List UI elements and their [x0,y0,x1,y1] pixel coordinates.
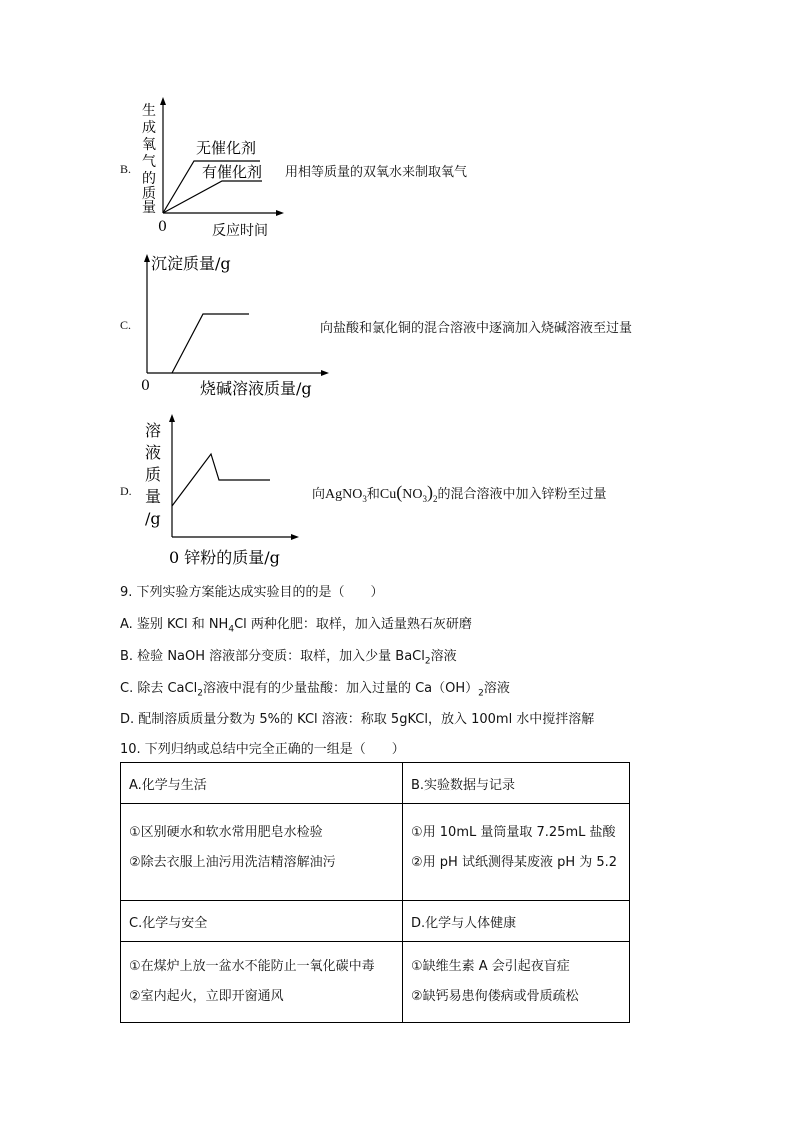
option-c-curve [172,314,249,373]
q10-cell-a-body [121,804,403,901]
q10-cell-c-body [121,942,403,1023]
q10-b-line2: ②用 pH 试纸测得某废液 pH 为 5.2 [411,855,618,870]
q10-b-line1: ①用 10mL 量筒量取 7.25mL 盐酸 [411,825,616,840]
q10-d-line2: ②缺钙易患佝偻病或骨质疏松 [411,989,579,1004]
option-d-caption-pre: 向 [312,487,326,502]
option-b-y-label-5: 的 [142,171,156,187]
q10-cell-a-head: A.化学与生活 [121,763,403,804]
q10-cell-c-head: C.化学与安全 [121,901,403,942]
option-b-y-label-4: 气 [142,154,156,170]
option-c-caption: 向盐酸和氯化铜的混合溶液中逐滴加入烧碱溶液至过量 [320,321,633,336]
option-d-y-label-1: 溶 [145,421,162,440]
option-b-caption: 用相等质量的双氧水来制取氧气 [285,165,468,180]
q10-a-line1: ①区别硬水和软水常用肥皂水检验 [129,825,323,840]
option-b-y-label-2: 成 [142,120,156,136]
option-c-letter: C. [120,318,132,332]
option-c-graph [135,248,335,398]
q10-cell-d-head: D.化学与人体健康 [403,901,630,942]
q10-c-line2: ②室内起火，立即开窗通风 [129,989,284,1004]
option-c-x-label: 烧碱溶液质量/g [200,379,312,398]
option-d-x-label: 0 锌粉的质量/g [169,548,280,567]
option-d-curve [172,454,270,506]
q9-option-d: D. 配制溶质质量分数为 5%的 KCl 溶液：称取 5gKCl，放入 100ml 水中搅拌溶解 [120,712,595,727]
option-b-letter: B. [120,162,132,176]
q9-option-a: A. 鉴别 KCl 和 $NH_4Cl$ 两种化肥：取样，加入适量熟石灰研磨 [120,617,472,635]
option-b-x-label: 反应时间 [212,223,268,239]
option-d-letter: D. [120,484,132,498]
option-b-y-label-6: 质 [142,186,156,202]
q10-table [120,762,630,1023]
option-d-caption-agno3: AgNO$_3$ [325,487,367,504]
q9-stem: 9. 下列实验方案能达成实验目的的是（ ） [120,585,384,600]
option-d-y-label-5: /g [145,509,161,528]
option-d-y-label-2: 液 [145,443,162,462]
q10-cell-b-body [403,804,630,901]
option-b-curve-with-catalyst [163,181,262,213]
option-d-caption [312,482,606,504]
option-d-y-label-3: 质 [145,465,162,484]
option-b-curve2-label: 有催化剂 [202,163,263,181]
option-b-origin: 0 [158,219,167,235]
option-b-y-label-1: 生 [142,103,156,119]
option-b-y-label-3: 氧 [142,137,156,153]
q10-d-line1: ①缺维生素 A 会引起夜盲症 [411,959,570,974]
option-d-caption-post: 的混合溶液中加入锌粉至过量 [437,487,607,502]
q10-cell-d-body [403,942,630,1023]
option-c-origin: 0 [141,378,150,394]
option-b-graph [130,95,290,240]
option-b-y-label-7: 量 [142,200,156,216]
q10-c-line1: ①在煤炉上放一盆水不能防止一氧化碳中毒 [129,959,375,974]
option-d-caption-cuno32: $Cu(NO_3)_2$ [379,482,438,504]
q9-option-b: B. 检验 NaOH 溶液部分变质：取样，加入少量 BaCl$_2$溶液 [120,649,457,667]
option-d-graph [135,410,305,575]
option-d-caption-and: 和 [366,487,380,502]
q10-stem: 10. 下列归纳或总结中完全正确的一组是（ ） [120,742,405,757]
q9-option-c: C. 除去 CaCl$_2$溶液中混有的少量盐酸：加入过量的 $Ca(OH)_2$溶液 [120,681,510,699]
option-b-curve1-label: 无催化剂 [196,139,257,157]
option-c-y-label: 沉淀质量/g [151,254,231,273]
option-d-y-label-4: 量 [145,487,162,506]
q10-cell-b-head: B.实验数据与记录 [403,763,630,804]
q10-a-line2: ②除去衣服上油污用洗洁精溶解油污 [129,855,336,870]
